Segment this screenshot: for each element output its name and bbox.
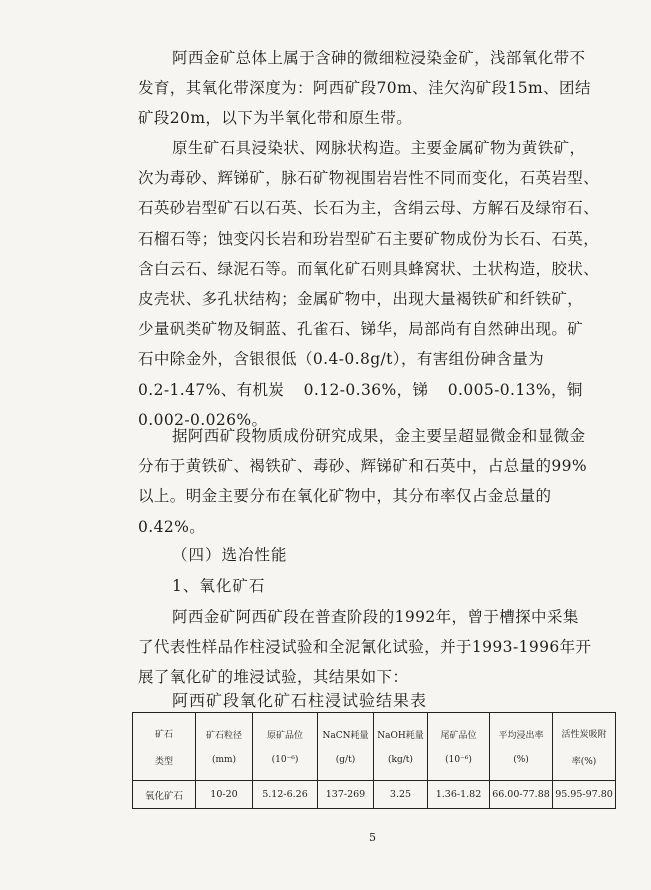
text-line: 含白云石、绿泥石等。而氧化矿石则具蜂窝状、土状构造，胶状、	[138, 259, 600, 278]
text-line: 0.42%。	[138, 517, 206, 536]
header-bottom: 率(%)	[571, 756, 597, 767]
text-line: 0.002-0.026%。	[138, 410, 268, 429]
header-top: NaOH耗量	[377, 731, 424, 741]
table-cell: 66.00-77.88	[490, 781, 553, 809]
text-line: 皮壳状、多孔状结构；金属矿物中，出现大量褐铁矿和纤铁矿，	[138, 290, 584, 309]
table-header-row	[133, 713, 616, 781]
paragraph-primary-ore	[138, 133, 616, 435]
header-top: 平均浸出率	[498, 731, 544, 741]
text-line: 原生矿石具浸染状、网脉状构造。主要金属矿物为黄铁矿，	[172, 139, 586, 157]
header-bottom: 类型	[154, 756, 173, 767]
table-cell: 10-20	[196, 781, 253, 809]
header-top: NaCN耗量	[322, 731, 369, 741]
header-bottom: (10⁻⁶)	[445, 755, 472, 765]
paragraph-leach-tests	[138, 602, 616, 693]
header-bottom: (%)	[513, 755, 529, 765]
header-top: 尾矿品位	[440, 731, 477, 741]
table-header-cell	[374, 713, 428, 781]
header-bottom: (g/t)	[335, 755, 356, 765]
text-line: 据阿西矿段物质成份研究成果，金主要呈超显微金和显微金	[172, 427, 586, 445]
table-header-cell	[428, 713, 490, 781]
page-number: 5	[369, 831, 376, 844]
table-header-cell	[133, 713, 196, 781]
text-line: 次为毒砂、辉锑矿，脉石矿物视围岩岩性不同而变化，石英岩型、	[138, 169, 600, 188]
paragraph-gold-distribution	[138, 421, 616, 542]
text-line: 以上。明金主要分布在氧化矿物中，其分布率仅占金总量的	[138, 487, 552, 506]
section-heading: （四）选冶性能	[172, 546, 288, 564]
table-caption: 阿西矿段氧化矿石柱浸试验结果表	[172, 691, 428, 710]
text-line: 了代表性样品作柱浸试验和全泥氰化试验，并于1993-1996年开	[138, 638, 592, 657]
table-header-cell	[196, 713, 253, 781]
header-top: 原矿品位	[266, 731, 303, 741]
paragraph-oxidation-zone	[138, 43, 616, 134]
table-cell: 95.95-97.80	[553, 781, 616, 809]
table-header-cell	[490, 713, 553, 781]
header-bottom: (mm)	[211, 755, 237, 765]
text-line: 石中除金外，含银很低（0.4-0.8g/t），有害组份砷含量为	[138, 350, 545, 369]
table-row	[133, 781, 616, 809]
header-top: 矿石粒径	[205, 731, 242, 741]
text-line: 分布于黄铁矿、褐铁矿、毒砂、辉锑矿和石英中，占总量的99%	[138, 457, 588, 476]
table-cell: 1.36-1.82	[428, 781, 490, 809]
header-top: 矿石	[154, 729, 173, 740]
table-header-cell	[318, 713, 374, 781]
text-line: 矿段20m，以下为半氧化带和原生带。	[138, 109, 413, 128]
text-line: 石榴石等；蚀变闪长岩和玢岩型矿石主要矿物成份为长石、石英，	[138, 229, 600, 248]
table-cell: 3.25	[374, 781, 428, 809]
table-cell: 5.12-6.26	[253, 781, 318, 809]
header-top: 活性炭吸附	[561, 729, 607, 740]
table-header-cell	[253, 713, 318, 781]
text-line: 阿西金矿阿西矿段在普查阶段的1992年，曾于槽探中采集	[172, 608, 579, 626]
header-bottom: (10⁻⁶)	[271, 755, 299, 765]
text-line: 石英砂岩型矿石以石英、长石为主，含绢云母、方解石及绿帘石、	[138, 199, 600, 218]
text-line: 阿西金矿总体上属于含砷的微细粒浸染金矿，浅部氧化带不	[172, 49, 586, 67]
header-bottom: (kg/t)	[388, 755, 413, 765]
text-line: 少量矾类矿物及铜蓝、孔雀石、锑华，局部尚有自然砷出现。矿	[138, 320, 584, 339]
text-line: 展了氧化矿的堆浸试验，其结果如下：	[138, 668, 409, 687]
text-line: 0.2-1.47%、有机炭 0.12-0.36%，锑 0.005-0.13%，铜	[138, 380, 583, 399]
table-cell: 氧化矿石	[133, 781, 196, 809]
table-cell: 137-269	[318, 781, 374, 809]
table-header-cell	[553, 713, 616, 781]
results-table	[132, 712, 616, 809]
text-line: 发育，其氧化带深度为：阿西矿段70m、洼欠沟矿段15m、团结	[138, 79, 591, 98]
subsection-heading: 1、氧化矿石	[172, 577, 266, 595]
